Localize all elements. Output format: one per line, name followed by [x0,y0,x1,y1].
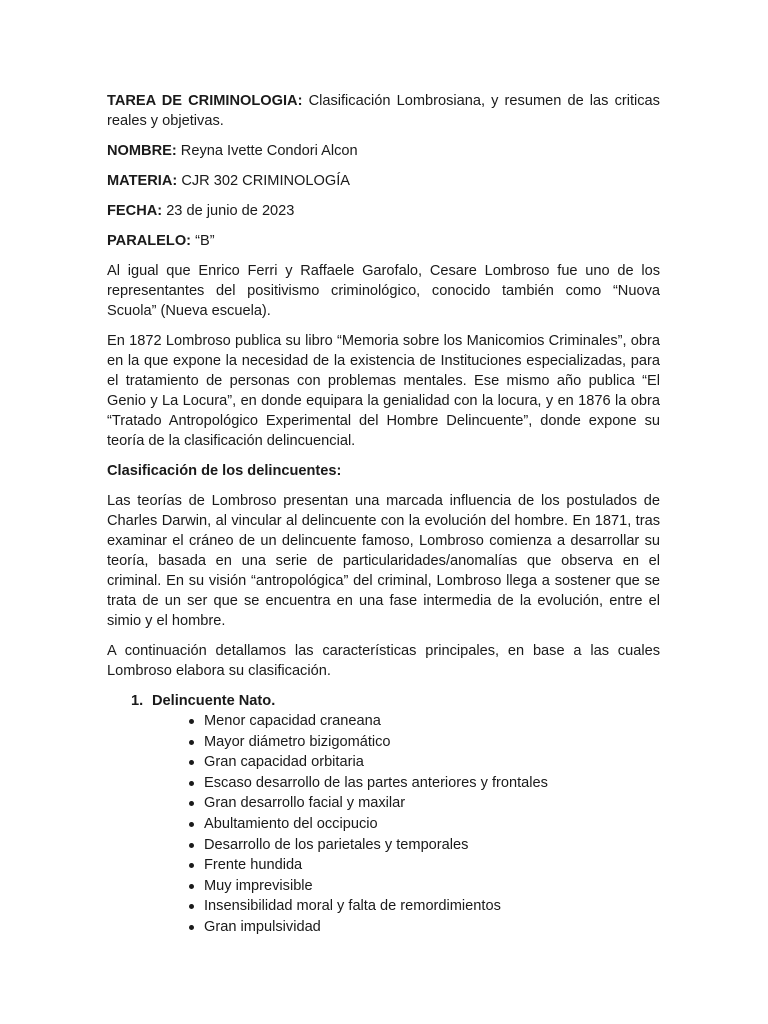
fecha-label: FECHA: [107,203,163,219]
bullet-item: Gran impulsividad [188,917,660,938]
section-title: Clasificación de los delincuentes: [107,463,342,479]
header-tarea [107,91,660,131]
bullet-item: Abultamiento del occipucio [188,814,660,835]
tarea-value: Clasificación Lombrosiana, y resumen de las criticas reales y objetivas. [107,93,660,129]
fecha-value: 23 de junio de 2023 [162,203,295,219]
bullet-list [107,711,660,938]
paragraph-intro: Al igual que Enrico Ferri y Raffaele Garofalo, Cesare Lombroso fue uno de los representantes del positivismo criminológico, conocido también como “Nuova Scuola” (Nueva escuela). [107,263,660,319]
list-item-delincuente-nato [107,691,660,711]
bullet-item: Menor capacidad craneana [188,711,660,732]
header-nombre [107,141,660,161]
paragraph-publications: En 1872 Lombroso publica su libro “Memoria sobre los Manicomios Criminales”, obra en la que expone la necesidad de la existencia de Instituciones especializadas, para el tratamiento de personas con problemas mentales. Ese mismo año publica “El Genio y La Locura”, en donde equipara la genialidad con la locura, y en 1876 la obra “Tratado Antropológico Experimental del Hombre Delincuente”, donde expone su teoría de la clasificación delincuencial. [107,333,660,449]
bullet-item: Frente hundida [188,855,660,876]
paragraph-theory: Las teorías de Lombroso presentan una marcada influencia de los postulados de Charles Darwin, al vincular al delincuente con la evolución del hombre. En 1871, tras examinar el cráneo de un delincuente famoso, Lombroso comienza a desarrollar su teoría, basada en una serie de particularidades/anomalías que observa en el criminal. En su visión “antropológica” del criminal, Lombroso llega a sostener que se trata de un ser que se encuentra en una fase intermedia de la evolución, entre el simio y el hombre. [107,493,660,629]
bullet-item: Insensibilidad moral y falta de remordimientos [188,896,660,917]
bullet-item: Muy imprevisible [188,876,660,897]
bullet-item: Mayor diámetro bizigomático [188,732,660,753]
document-page [107,91,660,938]
materia-label: MATERIA: [107,173,178,189]
paralelo-value: “B” [191,233,215,249]
nombre-value: Reyna Ivette Condori Alcon [176,143,358,159]
tarea-label: TAREA DE CRIMINOLOGIA: [107,93,303,109]
list-number: 1. [131,693,144,709]
bullet-item: Escaso desarrollo de las partes anteriores y frontales [188,773,660,794]
bullet-item: Desarrollo de los parietales y temporales [188,835,660,856]
header-materia [107,171,660,191]
list-item-title: Delincuente Nato. [152,693,276,709]
header-fecha [107,201,660,221]
numbered-list [107,691,660,938]
bullet-item: Gran capacidad orbitaria [188,752,660,773]
header-paralelo [107,231,660,251]
paralelo-label: PARALELO: [107,233,192,249]
nombre-label: NOMBRE: [107,143,177,159]
materia-value: CJR 302 CRIMINOLOGÍA [177,173,350,189]
paragraph-characteristics: A continuación detallamos las características principales, en base a las cuales Lombroso elabora su clasificación. [107,643,660,679]
bullet-item: Gran desarrollo facial y maxilar [188,793,660,814]
